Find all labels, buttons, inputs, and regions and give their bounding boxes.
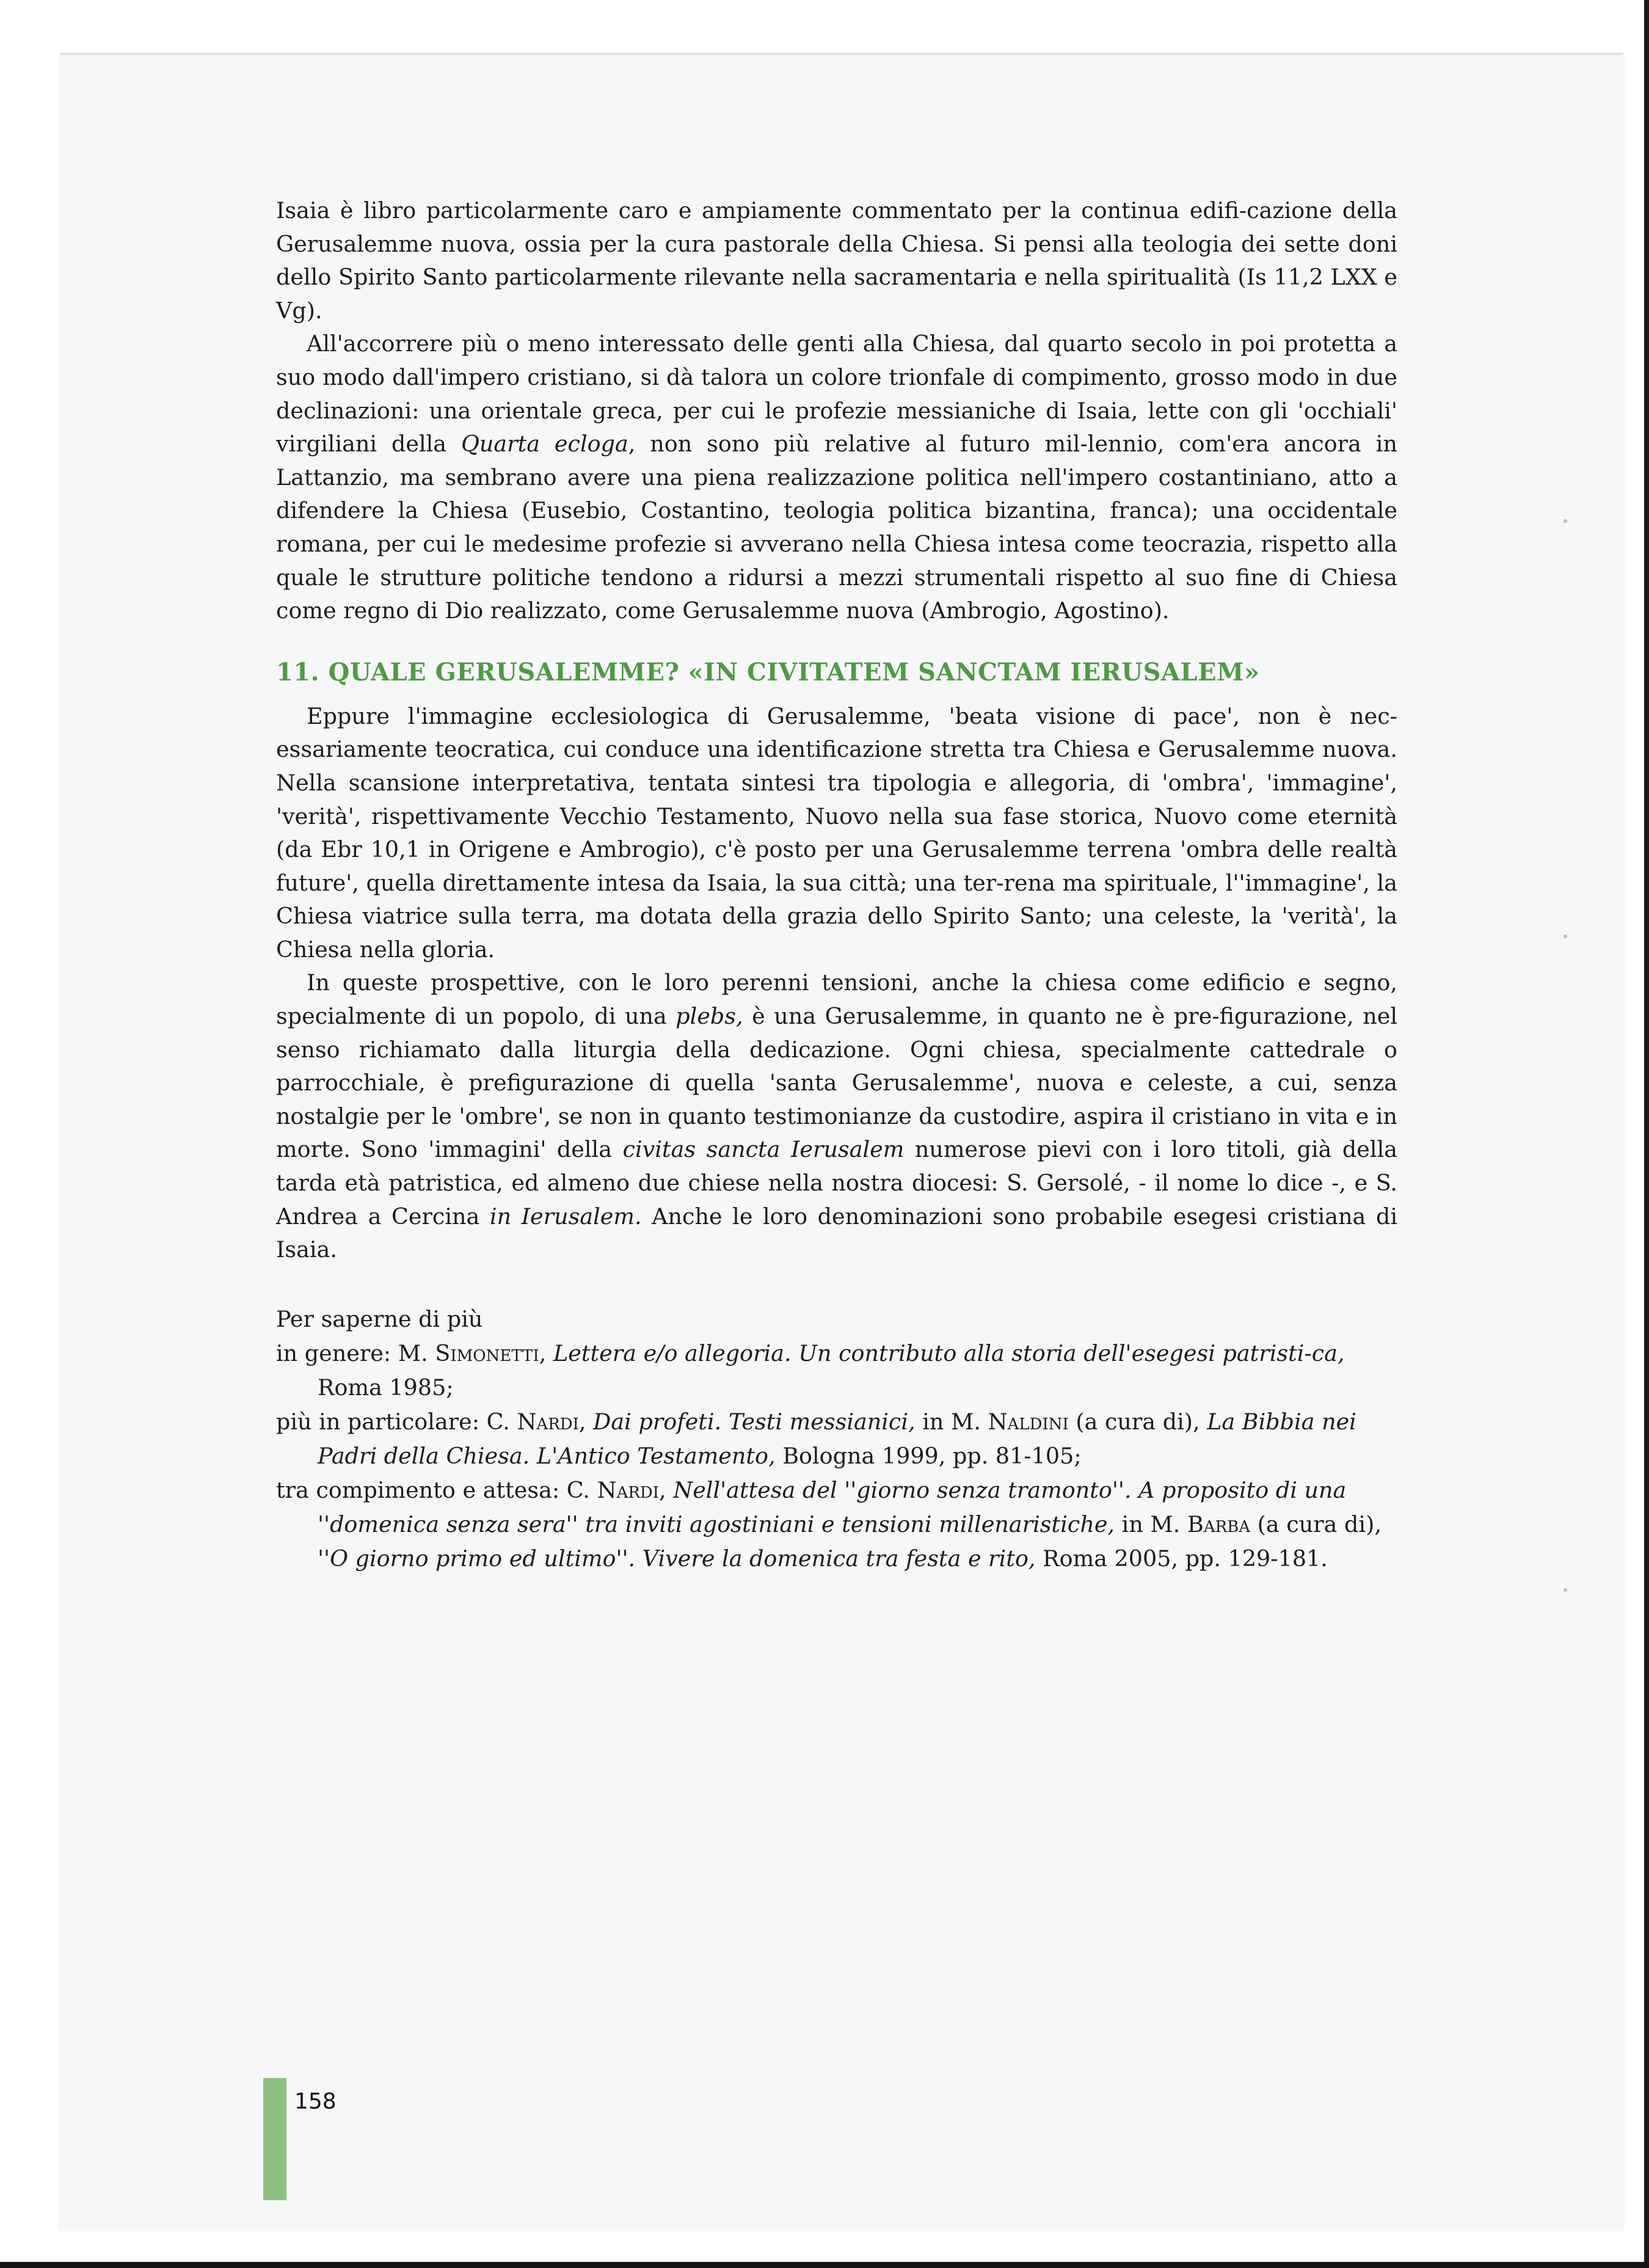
text-run: Eppure l'immagine ecclesiologica di Gerusalemme, 'beata visione di pace', non è nec-essariamente teocratica, cui conduce una identificazione stretta tra Chiesa e Gerusalemme nuova. Nella scansione interpretativa, tentata sintesi tra tipologia e allegoria, di 'ombra', 'immagine', 'verità', rispettivamente Vecchio Testamento, Nuovo nella sua fase storica, Nuovo come eternità (da Ebr 10,1 in Origene e Ambrogio), c'è posto per una Gerusalemme terrena 'ombra delle realtà future', quella direttamente intesa da Isaia, la sua città; una ter-rena ma spirituale, l''immagine', la Chiesa viatrice sulla terra, ma dotata della grazia dello Spirito Santo; una celeste, la 'verità', la Chiesa nella gloria.: [276, 702, 1397, 963]
scan-right-edge: [1644, 0, 1649, 2268]
paragraph-4: [276, 966, 1397, 1266]
text-run: Roma 1985;: [318, 1374, 454, 1401]
scan-speck: [1563, 1588, 1567, 1592]
paragraph-3: [276, 700, 1397, 967]
italic-text: plebs,: [675, 1003, 743, 1030]
text-run: è una Gerusalemme, in quanto ne è pre-figurazione, nel senso richiamato dalla liturgia della dedicazione. Ogni chiesa, specialmente cattedrale o parrocchiale, è prefigurazione di quella 'santa Gerusalemme', nuova e celeste, a cui, senza nostalgie per le 'ombre', se non in quanto testimonianze da custodire, aspira il cristiano in vita e in morte. Sono 'immagini' della: [276, 1003, 1397, 1163]
author-name: Simonetti: [435, 1340, 539, 1366]
italic-text: Lettera e/o allegoria. Un contributo alla storia dell'esegesi patristi-ca,: [553, 1340, 1345, 1366]
italic-text: ''O giorno primo ed ultimo''. Vivere la domenica tra festa e rito,: [318, 1545, 1036, 1572]
italic-text: civitas sancta Ierusalem: [622, 1136, 905, 1163]
reference-entry: [276, 1473, 1397, 1576]
text-run: tra compimento e attesa: C.: [276, 1476, 597, 1503]
page-number-marker: [263, 2078, 286, 2200]
italic-text: Dai profeti. Testi messianici,: [593, 1408, 916, 1435]
text-run: Anche le loro denominazioni sono probabile esegesi cristiana di Isaia.: [276, 1203, 1397, 1263]
text-run: Bologna 1999, pp. 81-105;: [775, 1442, 1082, 1469]
text-run: Isaia è libro particolarmente caro e ampiamente commentato per la continua edifi-cazione della Gerusalemme nuova, ossia per la cura pastorale della Chiesa. Si pensi alla teologia dei sette doni dello Spirito Santo particolarmente rilevante nella sacramentaria e nella spiritualità (Is 11,2 LXX e Vg).: [276, 197, 1397, 324]
author-name: Nardi: [597, 1476, 660, 1503]
italic-text: Nell'attesa del ''giorno senza tramonto''. A proposito di una ''domenica senza sera'' tra inviti agostiniani e tensioni millenaristiche,: [318, 1476, 1347, 1537]
text-run: ,: [578, 1408, 594, 1435]
text-run: (a cura di),: [1250, 1511, 1381, 1537]
text-run: Roma 2005, pp. 129-181.: [1035, 1545, 1328, 1572]
text-run: ,: [539, 1340, 553, 1366]
italic-text: La Bibbia nei Padri della Chiesa. L'Antico Testamento,: [318, 1408, 1356, 1469]
text-run: in genere: M.: [276, 1340, 435, 1366]
text-run: in M.: [1115, 1511, 1188, 1537]
page-number: 158: [294, 2089, 337, 2114]
reference-entry: [276, 1405, 1397, 1473]
text-run: All'accorrere più o meno interessato delle genti alla Chiesa, dal quarto secolo in poi protetta a suo modo dall'impero cristiano, si dà talora un colore trionfale di compimento, grosso modo in due declinazioni: una orientale greca, per cui le profezie messianiche di Isaia, lette con gli 'occhiali' virgiliani della: [276, 330, 1397, 458]
reference-entry: [276, 1336, 1397, 1405]
italic-text: Quarta ecloga: [460, 431, 628, 458]
text-run: In queste prospettive, con le loro perenni tensioni, anche la chiesa come edificio e segno, specialmente di un popolo, di una: [276, 969, 1397, 1030]
paragraph-2: [276, 327, 1397, 627]
text-run: (a cura di),: [1068, 1408, 1207, 1435]
text-run: ,: [659, 1476, 674, 1503]
scan-speck: [1563, 935, 1567, 938]
italic-text: in Ierusalem.: [489, 1203, 642, 1230]
text-run: più in particolare: C.: [276, 1408, 517, 1435]
references-block: [276, 1302, 1397, 1576]
author-name: Naldini: [988, 1408, 1069, 1435]
main-text-column: [276, 194, 1397, 1576]
scan-speck: [1563, 519, 1567, 523]
author-name: Barba: [1187, 1511, 1251, 1537]
text-run: , non sono più relative al futuro mil-lennio, com'era ancora in Lattanzio, ma sembrano avere una piena realizzazione politica nell'impero costantiniano, atto a difendere la Chiesa (Eusebio, Costantino, teologia politica bizantina, franca); una occidentale romana, per cui le medesime profezie si avverano nella Chiesa intesa come teocrazia, rispetto alla quale le strutture politiche tendono a ridursi a mezzi strumentali rispetto al suo fine di Chiesa come regno di Dio realizzato, come Gerusalemme nuova (Ambrogio, Agostino).: [276, 431, 1397, 624]
author-name: Nardi: [517, 1408, 579, 1435]
paragraph-1: [276, 194, 1397, 327]
scan-bottom-edge: [0, 2262, 1649, 2268]
section-heading: 11. QUALE GERUSALEMME? «IN CIVITATEM SANCTAM IERUSALEM»: [276, 657, 1260, 687]
text-run: numerose pievi con i loro titoli, già della tarda età patristica, ed almeno due chiese nella nostra diocesi: S. Gersolé, - il nome lo dice -, e S. Andrea a Cercina: [276, 1136, 1398, 1230]
text-run: in M.: [915, 1408, 988, 1435]
references-title: Per saperne di più: [276, 1305, 483, 1332]
